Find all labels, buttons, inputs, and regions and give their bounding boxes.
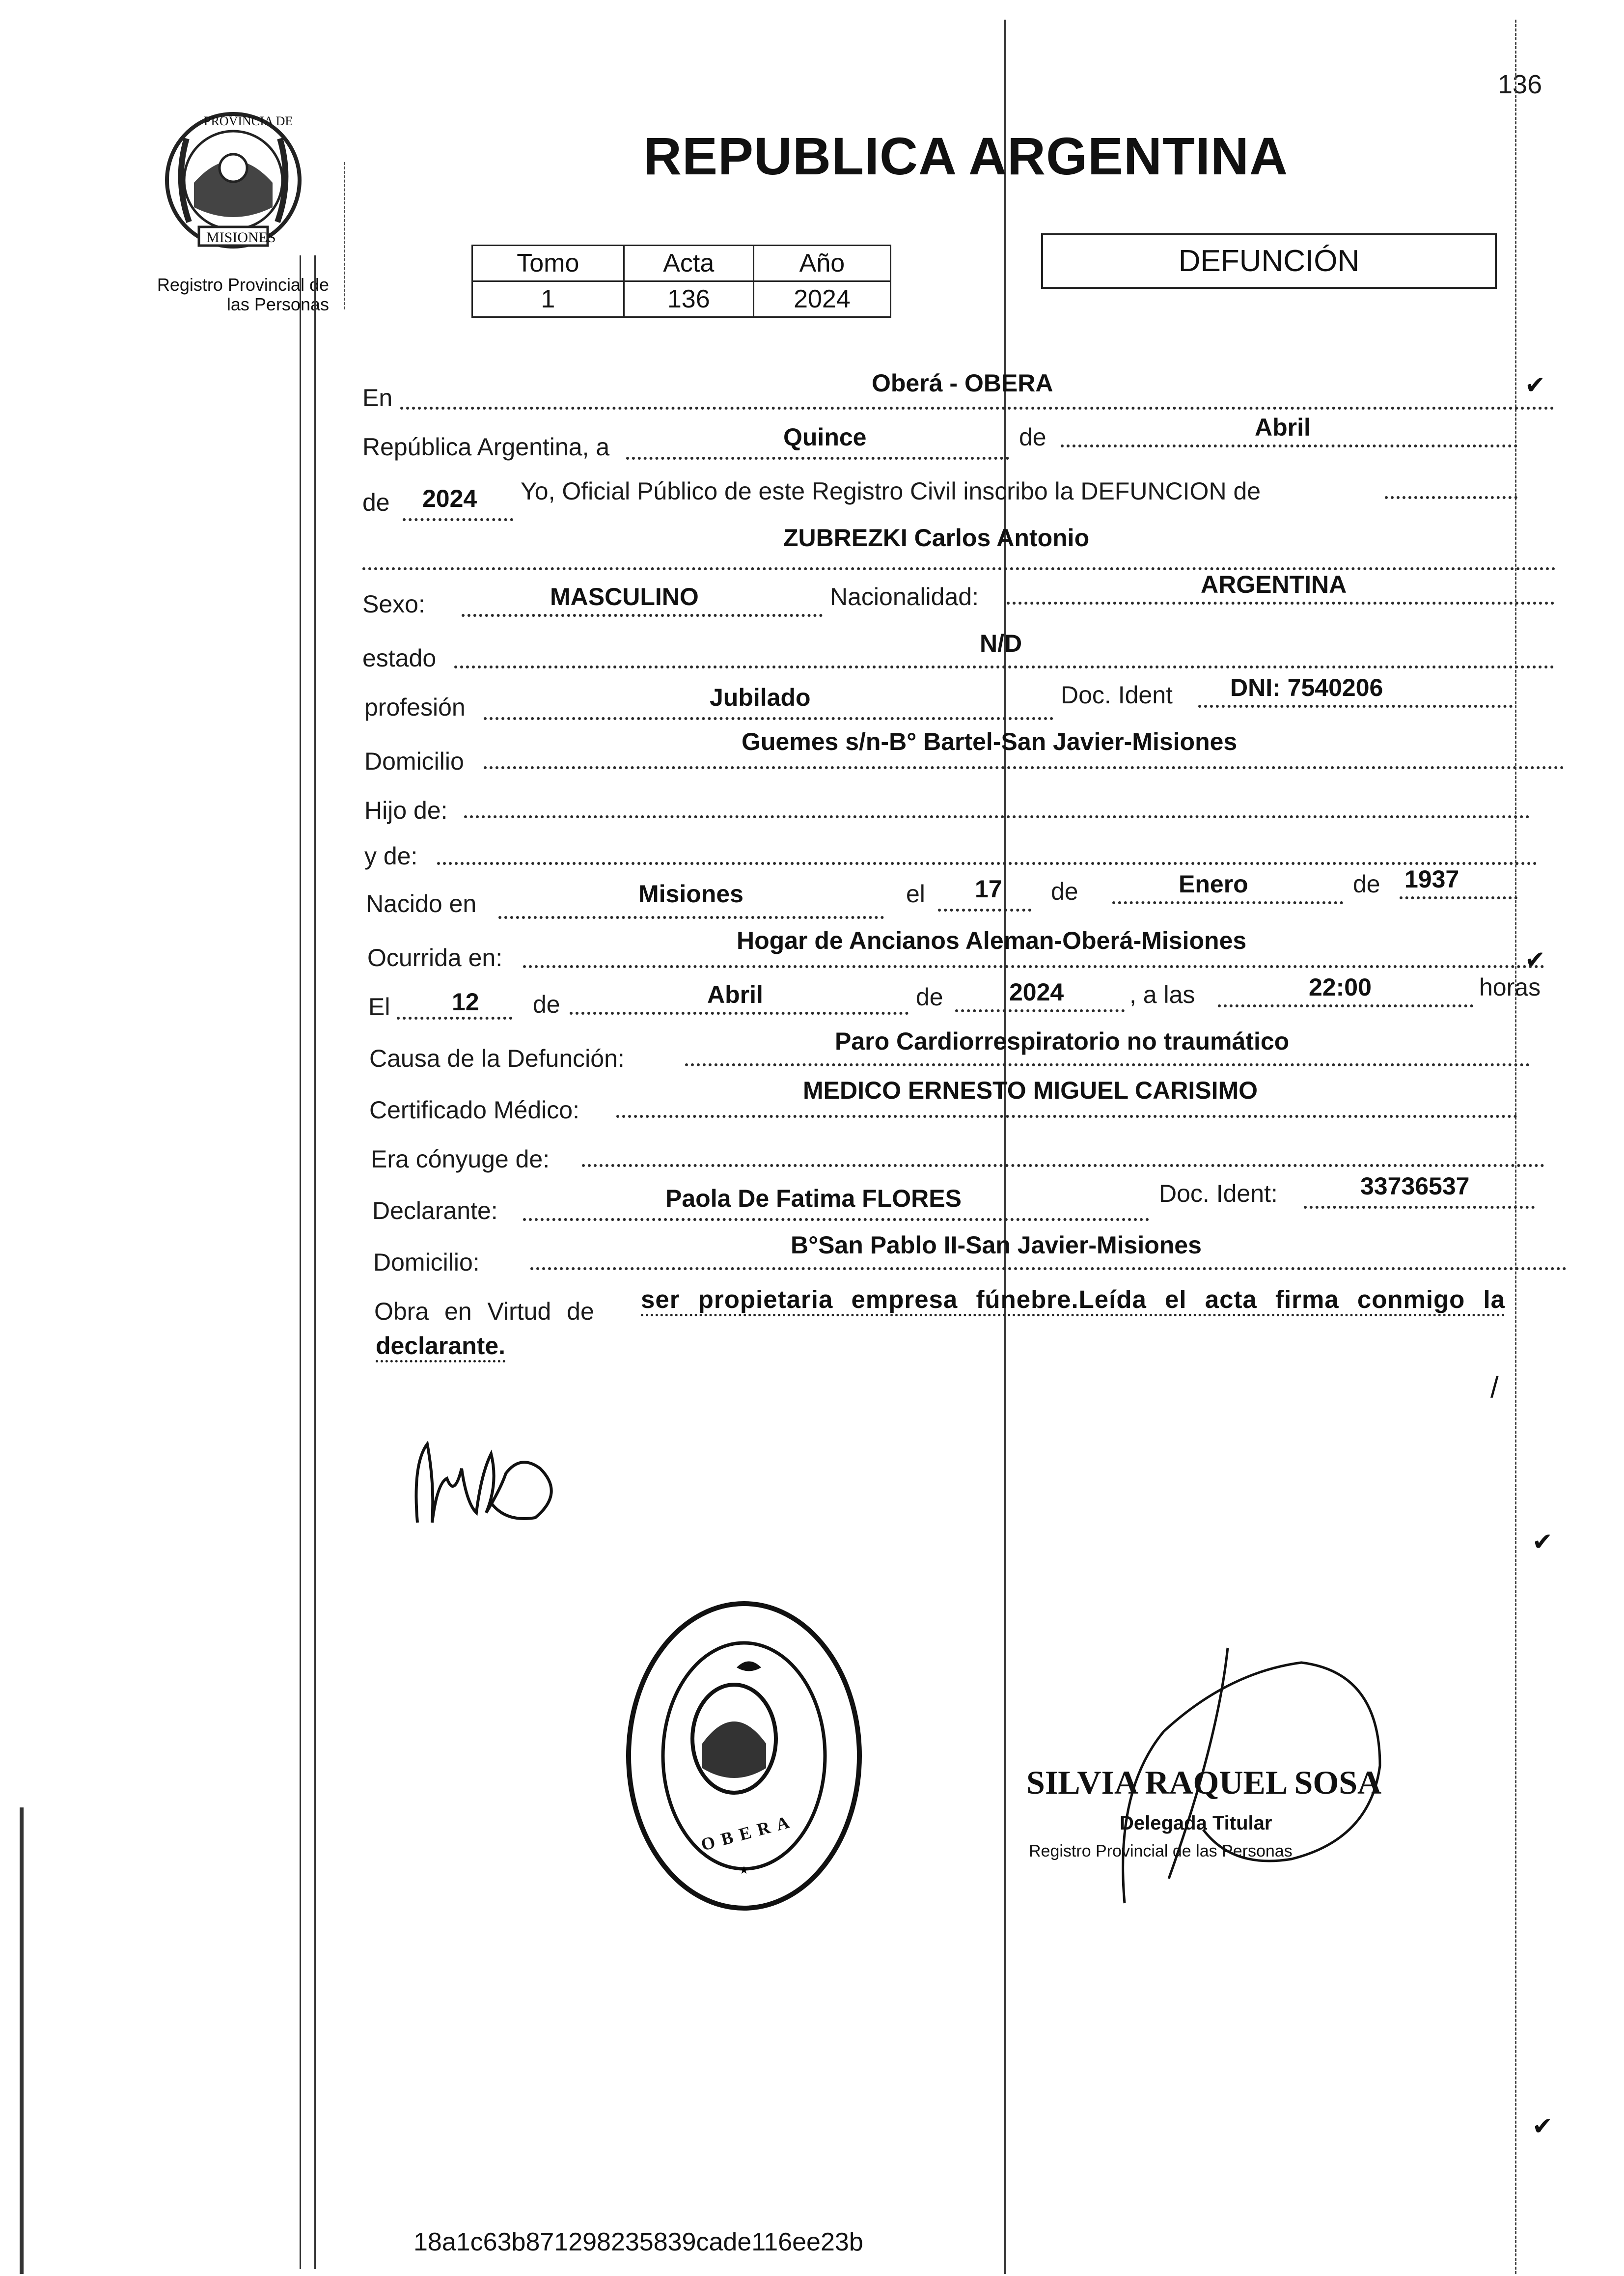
left-margin-dash — [344, 162, 345, 309]
right-margin-dash — [1515, 20, 1516, 2274]
birth-month-line — [1112, 901, 1343, 904]
certificado-line — [616, 1115, 1517, 1118]
table-value-ano: 2024 — [753, 281, 890, 317]
scan-mark: / — [1490, 1371, 1499, 1404]
estado-value: N/D — [980, 630, 1022, 657]
yde-line — [437, 862, 1537, 865]
table-header-tomo: Tomo — [472, 246, 624, 281]
year-line — [403, 518, 513, 521]
table-value-acta: 136 — [624, 281, 753, 317]
causa-line — [685, 1063, 1530, 1066]
hijo-line — [464, 815, 1530, 818]
domicilio-line — [484, 766, 1564, 769]
birth-month-value: Enero — [1179, 870, 1248, 898]
republica-label: República Argentina, a — [362, 433, 610, 461]
center-fold-line — [1004, 20, 1006, 2274]
obra-line1-value: ser propietaria empresa fúnebre.Leída el acta firma conmigo la — [641, 1287, 1505, 1316]
de-label-3: de — [1353, 870, 1380, 898]
ocurrida-value: Hogar de Ancianos Aleman-Oberá-Misiones — [737, 927, 1247, 954]
table-header-ano: Año — [753, 246, 890, 281]
obra-line2-value: declarante. — [376, 1333, 505, 1362]
svg-text:★: ★ — [739, 1864, 749, 1876]
sexo-value: MASCULINO — [550, 583, 699, 611]
table-value-tomo: 1 — [472, 281, 624, 317]
inscribo-text: Yo, Oficial Público de este Registro Civil inscribo la DEFUNCION de — [521, 477, 1261, 505]
nacionalidad-line — [1007, 602, 1554, 605]
domicilio-label-2: Domicilio: — [373, 1249, 480, 1276]
year-value: 2024 — [422, 485, 477, 512]
table-header-acta: Acta — [624, 246, 753, 281]
domicilio-label: Domicilio — [364, 748, 464, 775]
scan-mark: ✔ — [1525, 371, 1545, 399]
domicilio-value: Guemes s/n-B° Bartel-San Javier-Misiones — [742, 728, 1238, 755]
nacido-line — [498, 916, 884, 919]
provincial-seal — [160, 109, 307, 251]
death-time-line — [1218, 1004, 1473, 1007]
record-type-label: DEFUNCIÓN — [1178, 244, 1360, 278]
ocurrida-label: Ocurrida en: — [367, 944, 503, 971]
registry-caption-line1: Registro Provincial de — [157, 275, 329, 295]
nacido-label: Nacido en — [366, 890, 477, 917]
left-edge-bar — [20, 1807, 24, 2274]
day-words-value: Quince — [783, 423, 867, 451]
hijo-label: Hijo de: — [364, 797, 448, 824]
declarant-signature — [408, 1424, 575, 1542]
scan-mark: ✔ — [1532, 1528, 1553, 1555]
registry-table-value-row — [472, 281, 891, 317]
certificado-value: MEDICO ERNESTO MIGUEL CARISIMO — [803, 1077, 1258, 1104]
el-label-2: El — [368, 993, 390, 1021]
estado-line — [454, 666, 1554, 668]
page-number: 136 — [1498, 70, 1542, 99]
inscribo-line — [1385, 496, 1517, 499]
certificado-label: Certificado Médico: — [369, 1096, 579, 1124]
profesion-line — [484, 717, 1053, 720]
doc-ident-line — [1198, 705, 1513, 708]
seal-bottom-text: MISIONES — [206, 229, 276, 246]
declarante-line — [523, 1218, 1149, 1221]
declarante-domicilio-line — [530, 1267, 1567, 1270]
death-year-value: 2024 — [1009, 978, 1064, 1006]
deceased-name-line — [362, 567, 1556, 570]
birth-day-value: 17 — [975, 875, 1002, 903]
left-margin-line-2 — [314, 255, 316, 2269]
nacido-value: Misiones — [638, 880, 743, 908]
official-role: Delegada Titular — [1120, 1812, 1272, 1834]
horas-label: horas — [1479, 973, 1541, 1001]
registry-table-header-row — [472, 246, 891, 281]
declarante-doc-line — [1304, 1206, 1535, 1209]
conyuge-label: Era cónyuge de: — [371, 1145, 550, 1173]
de-label-1: de — [1019, 423, 1046, 451]
el-label: el — [906, 880, 925, 908]
deceased-name-value: ZUBREZKI Carlos Antonio — [783, 524, 1090, 552]
official-office: Registro Provincial de las Personas — [1029, 1842, 1293, 1860]
de-label-4: de — [533, 991, 560, 1018]
causa-value: Paro Cardiorrespiratorio no traumático — [835, 1027, 1290, 1055]
en-label: En — [362, 384, 393, 412]
obra-label: Obra en Virtud de — [374, 1298, 594, 1325]
scan-mark: ✔ — [1532, 2112, 1553, 2140]
declarante-value: Paola De Fatima FLORES — [665, 1185, 962, 1212]
death-month-line — [570, 1012, 908, 1015]
declarante-domicilio-value: B°San Pablo II-San Javier-Misiones — [791, 1231, 1202, 1259]
de-label-2: de — [1051, 878, 1078, 905]
sexo-line — [462, 614, 823, 617]
death-month-value: Abril — [707, 981, 763, 1008]
registry-caption — [118, 275, 329, 314]
birth-year-value: 1937 — [1404, 865, 1459, 893]
causa-label: Causa de la Defunción: — [369, 1045, 625, 1072]
signature-scribble-icon — [408, 1424, 575, 1542]
stamp-emblem-icon — [621, 1596, 867, 1915]
place-value: Oberá - OBERA — [872, 369, 1053, 397]
doc-ident-label: Doc. Ident — [1061, 681, 1173, 709]
left-margin-line — [300, 255, 301, 2269]
place-line — [400, 407, 1554, 410]
registry-stamp — [621, 1596, 867, 1915]
nacionalidad-value: ARGENTINA — [1201, 571, 1347, 598]
document-hash: 18a1c63b871298235839cade116ee23b — [413, 2228, 863, 2256]
conyuge-line — [582, 1164, 1544, 1167]
month-value: Abril — [1255, 414, 1311, 441]
de-label-year: de — [362, 489, 390, 516]
month-line — [1061, 444, 1517, 447]
a-las-label: , a las — [1129, 981, 1195, 1008]
profesion-value: Jubilado — [710, 684, 811, 711]
death-day-line — [397, 1017, 512, 1020]
registry-caption-line2: las Personas — [226, 294, 329, 314]
declarante-doc-value: 33736537 — [1360, 1172, 1470, 1200]
registry-table — [471, 245, 891, 318]
declarante-label: Declarante: — [372, 1197, 498, 1224]
death-time-value: 22:00 — [1309, 973, 1372, 1001]
page-title: REPUBLICA ARGENTINA — [643, 126, 1288, 186]
birth-year-line — [1400, 896, 1517, 899]
doc-ident-label-2: Doc. Ident: — [1159, 1180, 1278, 1207]
estado-label: estado — [362, 644, 437, 672]
sexo-label: Sexo: — [362, 590, 425, 618]
profesion-label: profesión — [364, 694, 466, 721]
death-day-value: 12 — [452, 988, 479, 1016]
nacionalidad-label: Nacionalidad: — [830, 583, 979, 611]
yde-label: y de: — [364, 842, 418, 870]
day-line — [626, 457, 1009, 460]
scan-mark: ✔ — [1525, 946, 1545, 973]
death-year-line — [955, 1009, 1125, 1012]
seal-top-text: PROVINCIA DE — [204, 114, 293, 128]
stamp-city: OBERA — [699, 1810, 798, 1855]
ocurrida-line — [523, 965, 1544, 968]
doc-ident-value: DNI: 7540206 — [1230, 674, 1383, 701]
official-name: SILVIA RAQUEL SOSA — [1026, 1764, 1382, 1801]
record-type-box — [1041, 233, 1497, 289]
de-label-5: de — [916, 983, 943, 1011]
birth-day-line — [938, 909, 1031, 912]
